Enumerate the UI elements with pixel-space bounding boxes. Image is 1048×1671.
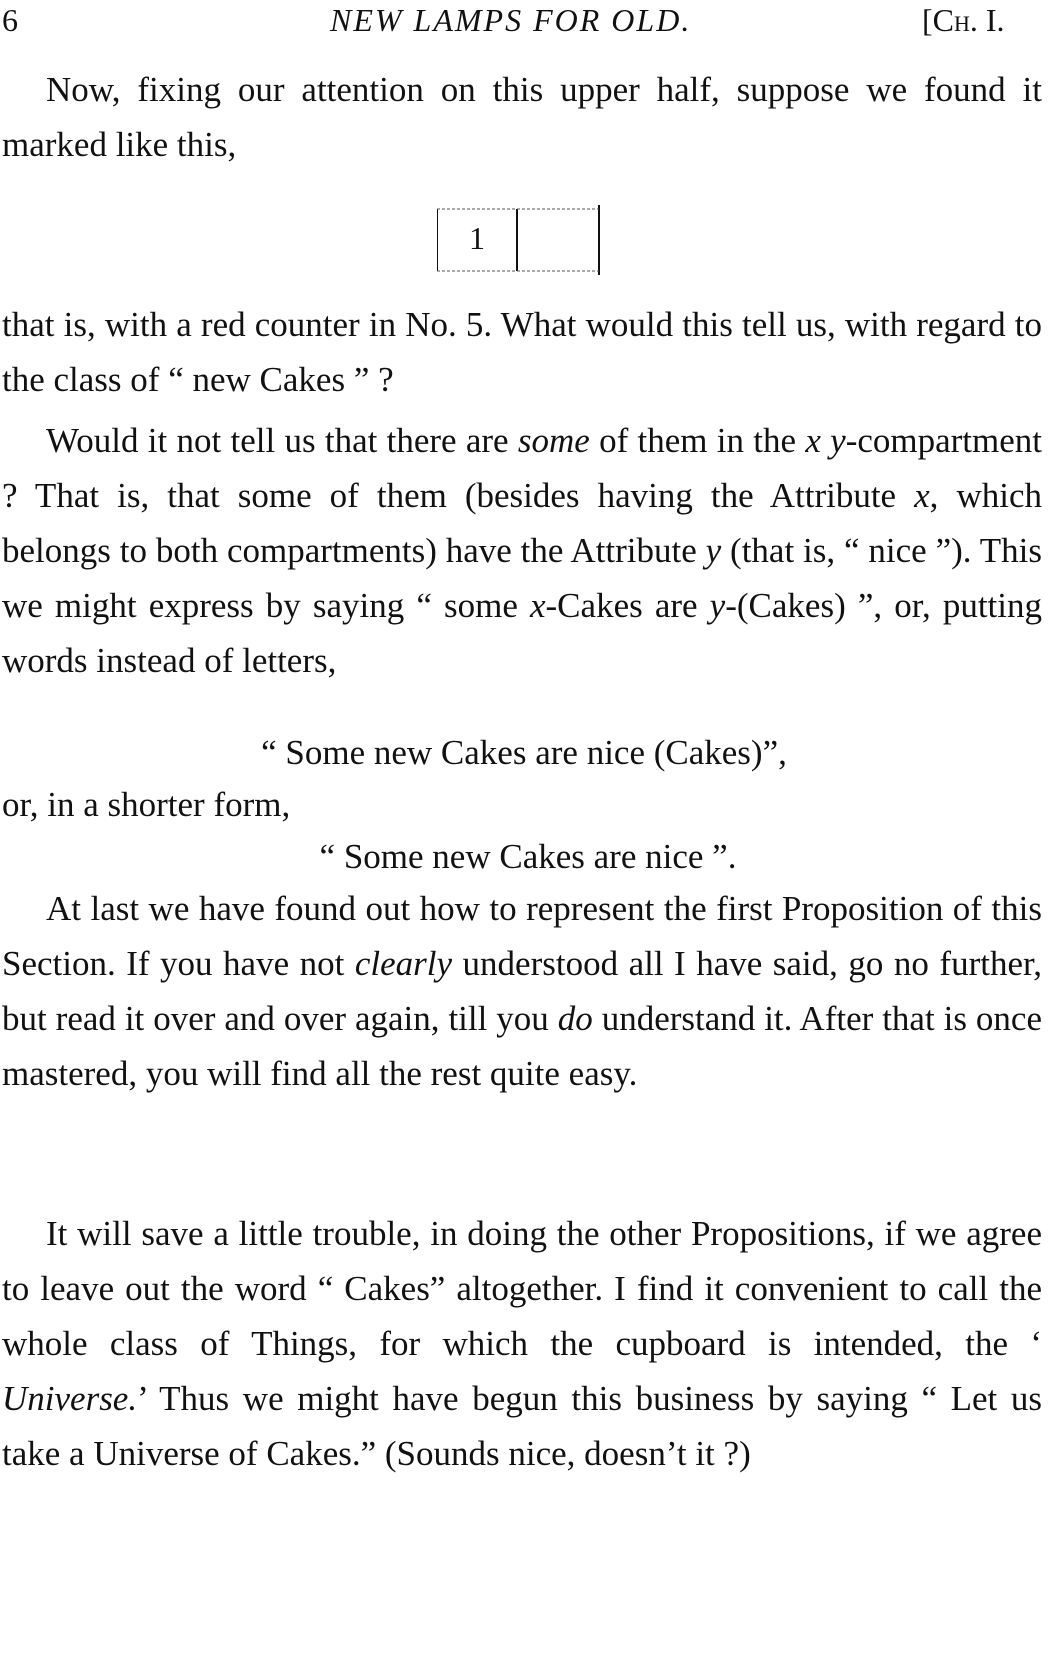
p3-emphasis-xy: x y bbox=[805, 421, 846, 460]
p3-text-g: -(Cakes) ”, or, putting words instead of letters, bbox=[2, 586, 1042, 680]
red-counter-label: 1 bbox=[469, 220, 485, 256]
p5-text-b: understood all I have said, go no further, but read it over and over again, till you bbox=[2, 944, 1042, 1038]
p3-text-c: -compartment ? That is, that some of them (besides having the Attribute bbox=[2, 421, 1042, 515]
p3-emphasis-x: x bbox=[914, 476, 930, 515]
page-number: 6 bbox=[2, 2, 18, 38]
p3-text-f: -Cakes are bbox=[545, 586, 710, 625]
p5-emphasis-do: do bbox=[557, 999, 593, 1038]
p5-emphasis-clearly: clearly bbox=[354, 944, 453, 983]
p3-emphasis-some: some bbox=[517, 421, 590, 460]
p6-text-a: It will save a little trouble, in doing the other Propositions, if we agree to leave out the word “ Cakes” altogether. I find it convenient to call the whole class of Things, for which the cupboard is intended, the ‘ bbox=[2, 1214, 1042, 1363]
paragraph-3 bbox=[2, 413, 1042, 688]
chapter-marker: [Ch. I. bbox=[922, 2, 1005, 38]
paragraph-4: or, in a shorter form, bbox=[2, 785, 291, 824]
p5-text-a: At last we have found out how to represent the first Proposition of this Section. If you have not bbox=[2, 889, 1042, 983]
quote-2: “ Some new Cakes are nice ”. bbox=[319, 837, 737, 876]
p3-text-d: , which belongs to both compartments) have the Attribute bbox=[2, 476, 1042, 570]
p3-text-e: (that is, “ nice ”). This we might express by saying “ some bbox=[2, 531, 1042, 625]
p5-text-c: understand it. After that is once mastered, you will find all the rest quite easy. bbox=[2, 999, 1042, 1093]
p3-emphasis-x2: x bbox=[529, 586, 546, 625]
cupboard-upper-half-diagram bbox=[437, 205, 615, 293]
p3-emphasis-y2: y bbox=[709, 586, 726, 625]
p3-emphasis-y: y bbox=[705, 531, 722, 570]
paragraph-5 bbox=[2, 881, 1042, 1101]
p6-emphasis-universe: Universe. bbox=[2, 1379, 138, 1418]
page-header bbox=[0, 2, 1048, 42]
p6-text-b: ’ Thus we might have begun this business by saying “ Let us take a Universe of Cakes.” (Sounds nice, doesn’t it ?) bbox=[2, 1379, 1042, 1473]
paragraph-6 bbox=[2, 1206, 1042, 1481]
paragraph-1: Now, fixing our attention on this upper half, suppose we found it marked like this, bbox=[2, 70, 1042, 164]
p3-text-a: Would it not tell us that there are bbox=[46, 421, 518, 460]
quote-1: “ Some new Cakes are nice (Cakes)”, bbox=[261, 733, 787, 772]
paragraph-2: that is, with a red counter in No. 5. What would this tell us, with regard to the class of “ new Cakes ” ? bbox=[2, 305, 1042, 399]
p3-text-b: of them in the bbox=[589, 421, 806, 460]
diagram-svg bbox=[437, 205, 615, 293]
running-title: NEW LAMPS FOR OLD. bbox=[330, 2, 692, 38]
